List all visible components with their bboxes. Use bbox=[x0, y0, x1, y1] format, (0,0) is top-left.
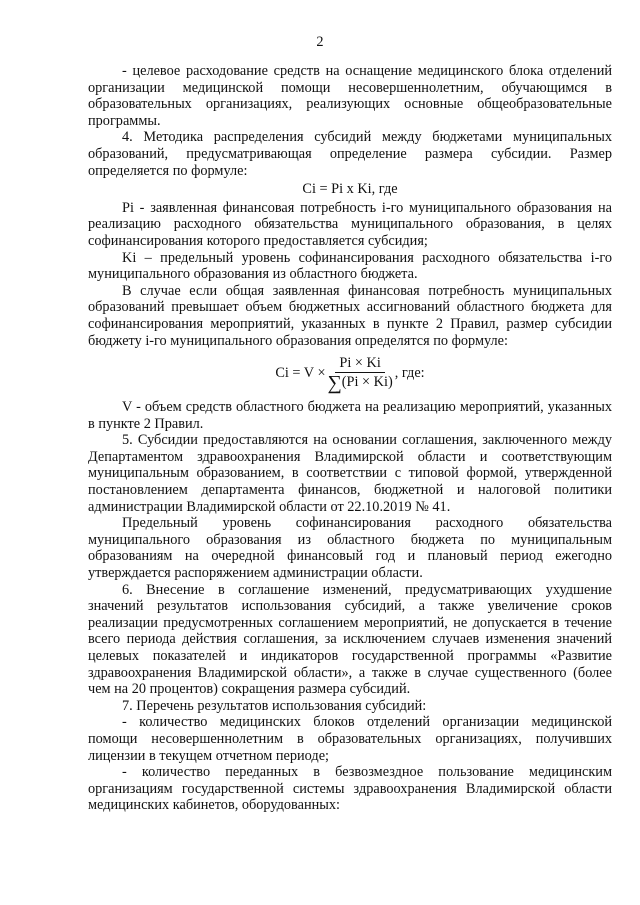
paragraph-pi-definition: Pi - заявленная финансовая потребность i-го муниципального образования на реализацию расходного обязательства муниципального образования, в целях софинансирования которого предоставляется субсидия; bbox=[88, 199, 612, 249]
sigma-symbol: ∑ bbox=[327, 372, 342, 395]
paragraph-result-bullet-1: - количество медицинских блоков отделений организации медицинской помощи несовершеннолетним в образовательных организациях, получивших лицензии в текущем отчетном периоде; bbox=[88, 714, 612, 764]
paragraph-section-6: 6. Внесение в соглашение изменений, предусматривающих ухудшение значений результатов использования субсидий, а также увеличение сроков реализации предусмотренных соглашением мероприятий, не допускается в течение всего периода действия соглашения, за исключением случаев изменения значений целевых показателей и индикаторов государственной программы «Развитие здравоохранения Владимирской области», а также в случае существенного (более чем на 20 процентов) сокращения размера субсидий. bbox=[88, 581, 612, 698]
paragraph-ki-definition: Ki – предельный уровень софинансирования расходного обязательства i-го муниципального образования из областного бюджета. bbox=[88, 249, 612, 283]
formula-denominator: (Pi × Ki) bbox=[341, 374, 393, 391]
formula-lhs: Ci = V × bbox=[275, 364, 326, 381]
paragraph-purpose-bullet: - целевое расходование средств на оснащение медицинского блока отделений организации медицинской помощи несовершеннолетним, обучающимся в образовательных организациях, реализующих основные общеобразовательные программы. bbox=[88, 63, 612, 129]
paragraph-section-7: 7. Перечень результатов использования субсидий: bbox=[122, 697, 427, 714]
paragraph-excess-case: В случае если общая заявленная финансовая потребность муниципальных образований превышает объем бюджетных ассигнований областного бюджета для софинансирования мероприятий, указанных в пункте 2 Правил, размер субсидии бюджету i-го муниципального образования определятся по формуле: bbox=[88, 282, 612, 349]
document-body bbox=[88, 63, 612, 814]
formula-numerator: Pi × Ki bbox=[335, 355, 384, 374]
paragraph-v-definition: V - объем средств областного бюджета на реализацию мероприятий, указанных в пункте 2 Правил. bbox=[88, 399, 612, 432]
formula-basic: Ci = Pi x Ki, где bbox=[302, 181, 398, 198]
paragraph-result-bullet-2: - количество переданных в безвозмездное пользование медицинским организациям государственной системы здравоохранения Владимирской области медицинских кабинетов, оборудованных: bbox=[88, 764, 612, 814]
formula-suffix: , где: bbox=[394, 364, 425, 381]
paragraph-section-5: 5. Субсидии предоставляются на основании соглашения, заключенного между Департаментом здравоохранения Владимирской области и соответствующим муниципальным образованием, в соответствии с типовой формой, утвержденной постановлением департамента финансов, бюджетной и налоговой политики администрации Владимирской области от 22.10.2019 № 41. bbox=[88, 432, 612, 515]
paragraph-section-4: 4. Методика распределения субсидий между бюджетами муниципальных образований, предусматривающая определение размера субсидии. Размер определяется по формуле: bbox=[88, 129, 612, 179]
formula-denominator-wrap bbox=[327, 372, 393, 395]
paragraph-cofinancing-limit: Предельный уровень софинансирования расходного обязательства муниципального образования из областного бюджета по муниципальным образованиям на очередной финансовый год и плановый период ежегодно утверждается распоряжением администрации области. bbox=[88, 515, 612, 582]
page-number: 2 bbox=[316, 34, 324, 50]
formula-fraction bbox=[327, 354, 393, 395]
formula-proportional bbox=[88, 351, 612, 395]
